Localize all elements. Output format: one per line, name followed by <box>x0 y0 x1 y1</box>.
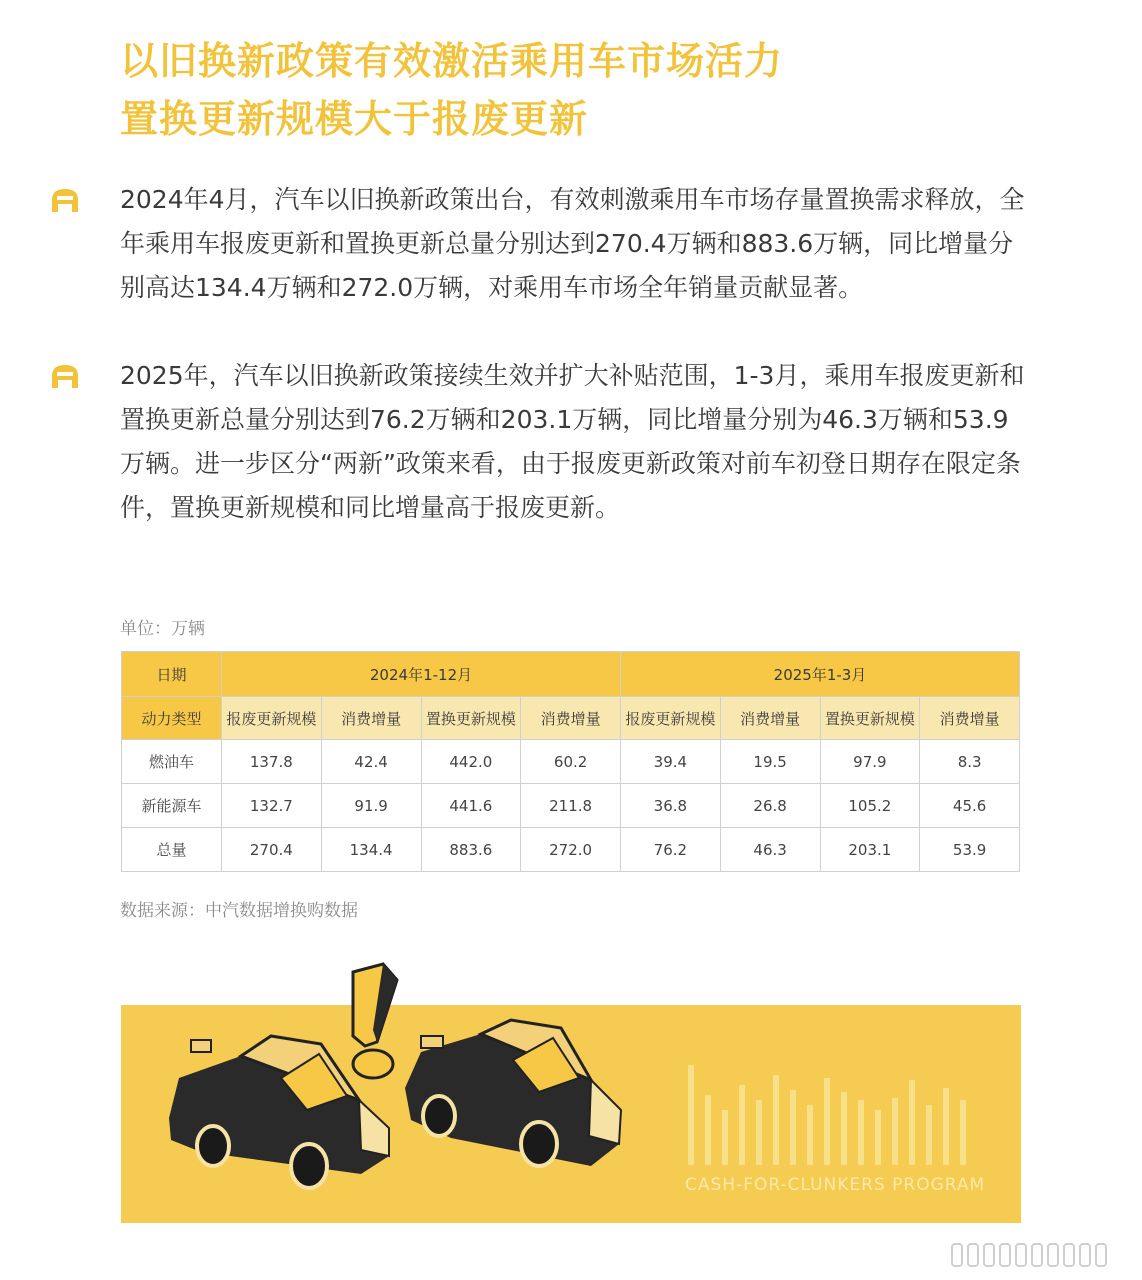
subheader-cell: 置换更新规模 <box>820 697 920 740</box>
table-cell: 45.6 <box>920 784 1020 828</box>
decorative-bars <box>688 1065 966 1165</box>
subheader-cell: 报废更新规模 <box>222 697 322 740</box>
table-cell: 26.8 <box>720 784 820 828</box>
watermark-bars <box>950 1240 1130 1270</box>
exclamation-icon <box>353 964 397 1078</box>
table-cell: 441.6 <box>421 784 521 828</box>
subheader-cell: 报废更新规模 <box>621 697 721 740</box>
row-label: 新能源车 <box>122 784 222 828</box>
car-front-icon <box>48 362 82 390</box>
table-cell: 76.2 <box>621 828 721 872</box>
header-power-type: 动力类型 <box>122 697 222 740</box>
paragraph-2024: 2024年4月，汽车以旧换新政策出台，有效刺激乘用车市场存量置换需求释放，全年乘用车报废更新和置换更新总量分别达到270.4万辆和883.6万辆，同比增量分别高达134.4万辆和272.0万辆，对乘用车市场全年销量贡献显著。 <box>120 185 1025 302</box>
table-cell: 91.9 <box>321 784 421 828</box>
table-cell: 211.8 <box>521 784 621 828</box>
table-cell: 883.6 <box>421 828 521 872</box>
data-source-note: 数据来源：中汽数据增换购数据 <box>120 901 358 921</box>
table-row-total <box>122 828 1020 872</box>
subheader-cell: 消费增量 <box>321 697 421 740</box>
table-cell: 36.8 <box>621 784 721 828</box>
subheader-cell: 消费增量 <box>720 697 820 740</box>
row-label: 燃油车 <box>122 740 222 784</box>
subheader-cell: 消费增量 <box>920 697 1020 740</box>
table-cell: 42.4 <box>321 740 421 784</box>
table-cell: 53.9 <box>920 828 1020 872</box>
page-title-line-1: 以旧换新政策有效激活乘用车市场活力 <box>120 39 784 83</box>
table-cell: 137.8 <box>222 740 322 784</box>
table-cell: 132.7 <box>222 784 322 828</box>
table-cell: 203.1 <box>820 828 920 872</box>
paragraph-2025: 2025年，汽车以旧换新政策接续生效并扩大补贴范围，1-3月，乘用车报废更新和置换更新总量分别达到76.2万辆和203.1万辆，同比增量分别为46.3万辆和53.9万辆。进一步区分“两新”政策来看，由于报废更新政策对前车初登日期存在限定条件，置换更新规模和同比增量高于报废更新。 <box>120 361 1025 522</box>
table-cell: 105.2 <box>820 784 920 828</box>
page-title-line-2: 置换更新规模大于报废更新 <box>120 97 589 141</box>
renewal-data-table <box>121 651 1020 872</box>
subheader-cell: 消费增量 <box>521 697 621 740</box>
table-cell: 19.5 <box>720 740 820 784</box>
table-cell: 134.4 <box>321 828 421 872</box>
table-cell: 270.4 <box>222 828 322 872</box>
table-row-fuel <box>122 740 1020 784</box>
car-front-icon <box>48 186 82 214</box>
header-date: 日期 <box>122 652 222 697</box>
table-cell: 46.3 <box>720 828 820 872</box>
table-cell: 442.0 <box>421 740 521 784</box>
table-cell: 272.0 <box>521 828 621 872</box>
subheader-cell: 置换更新规模 <box>421 697 521 740</box>
car-right-icon <box>405 1020 621 1166</box>
table-unit-note: 单位：万辆 <box>120 619 205 639</box>
table-row-nev <box>122 784 1020 828</box>
banner-caption: CASH-FOR-CLUNKERS PROGRAM <box>685 1175 986 1195</box>
header-period-2025: 2025年1-3月 <box>621 652 1020 697</box>
table-cell: 39.4 <box>621 740 721 784</box>
header-period-2024: 2024年1-12月 <box>222 652 621 697</box>
table-cell: 8.3 <box>920 740 1020 784</box>
row-label: 总量 <box>122 828 222 872</box>
table-cell: 60.2 <box>521 740 621 784</box>
table-cell: 97.9 <box>820 740 920 784</box>
